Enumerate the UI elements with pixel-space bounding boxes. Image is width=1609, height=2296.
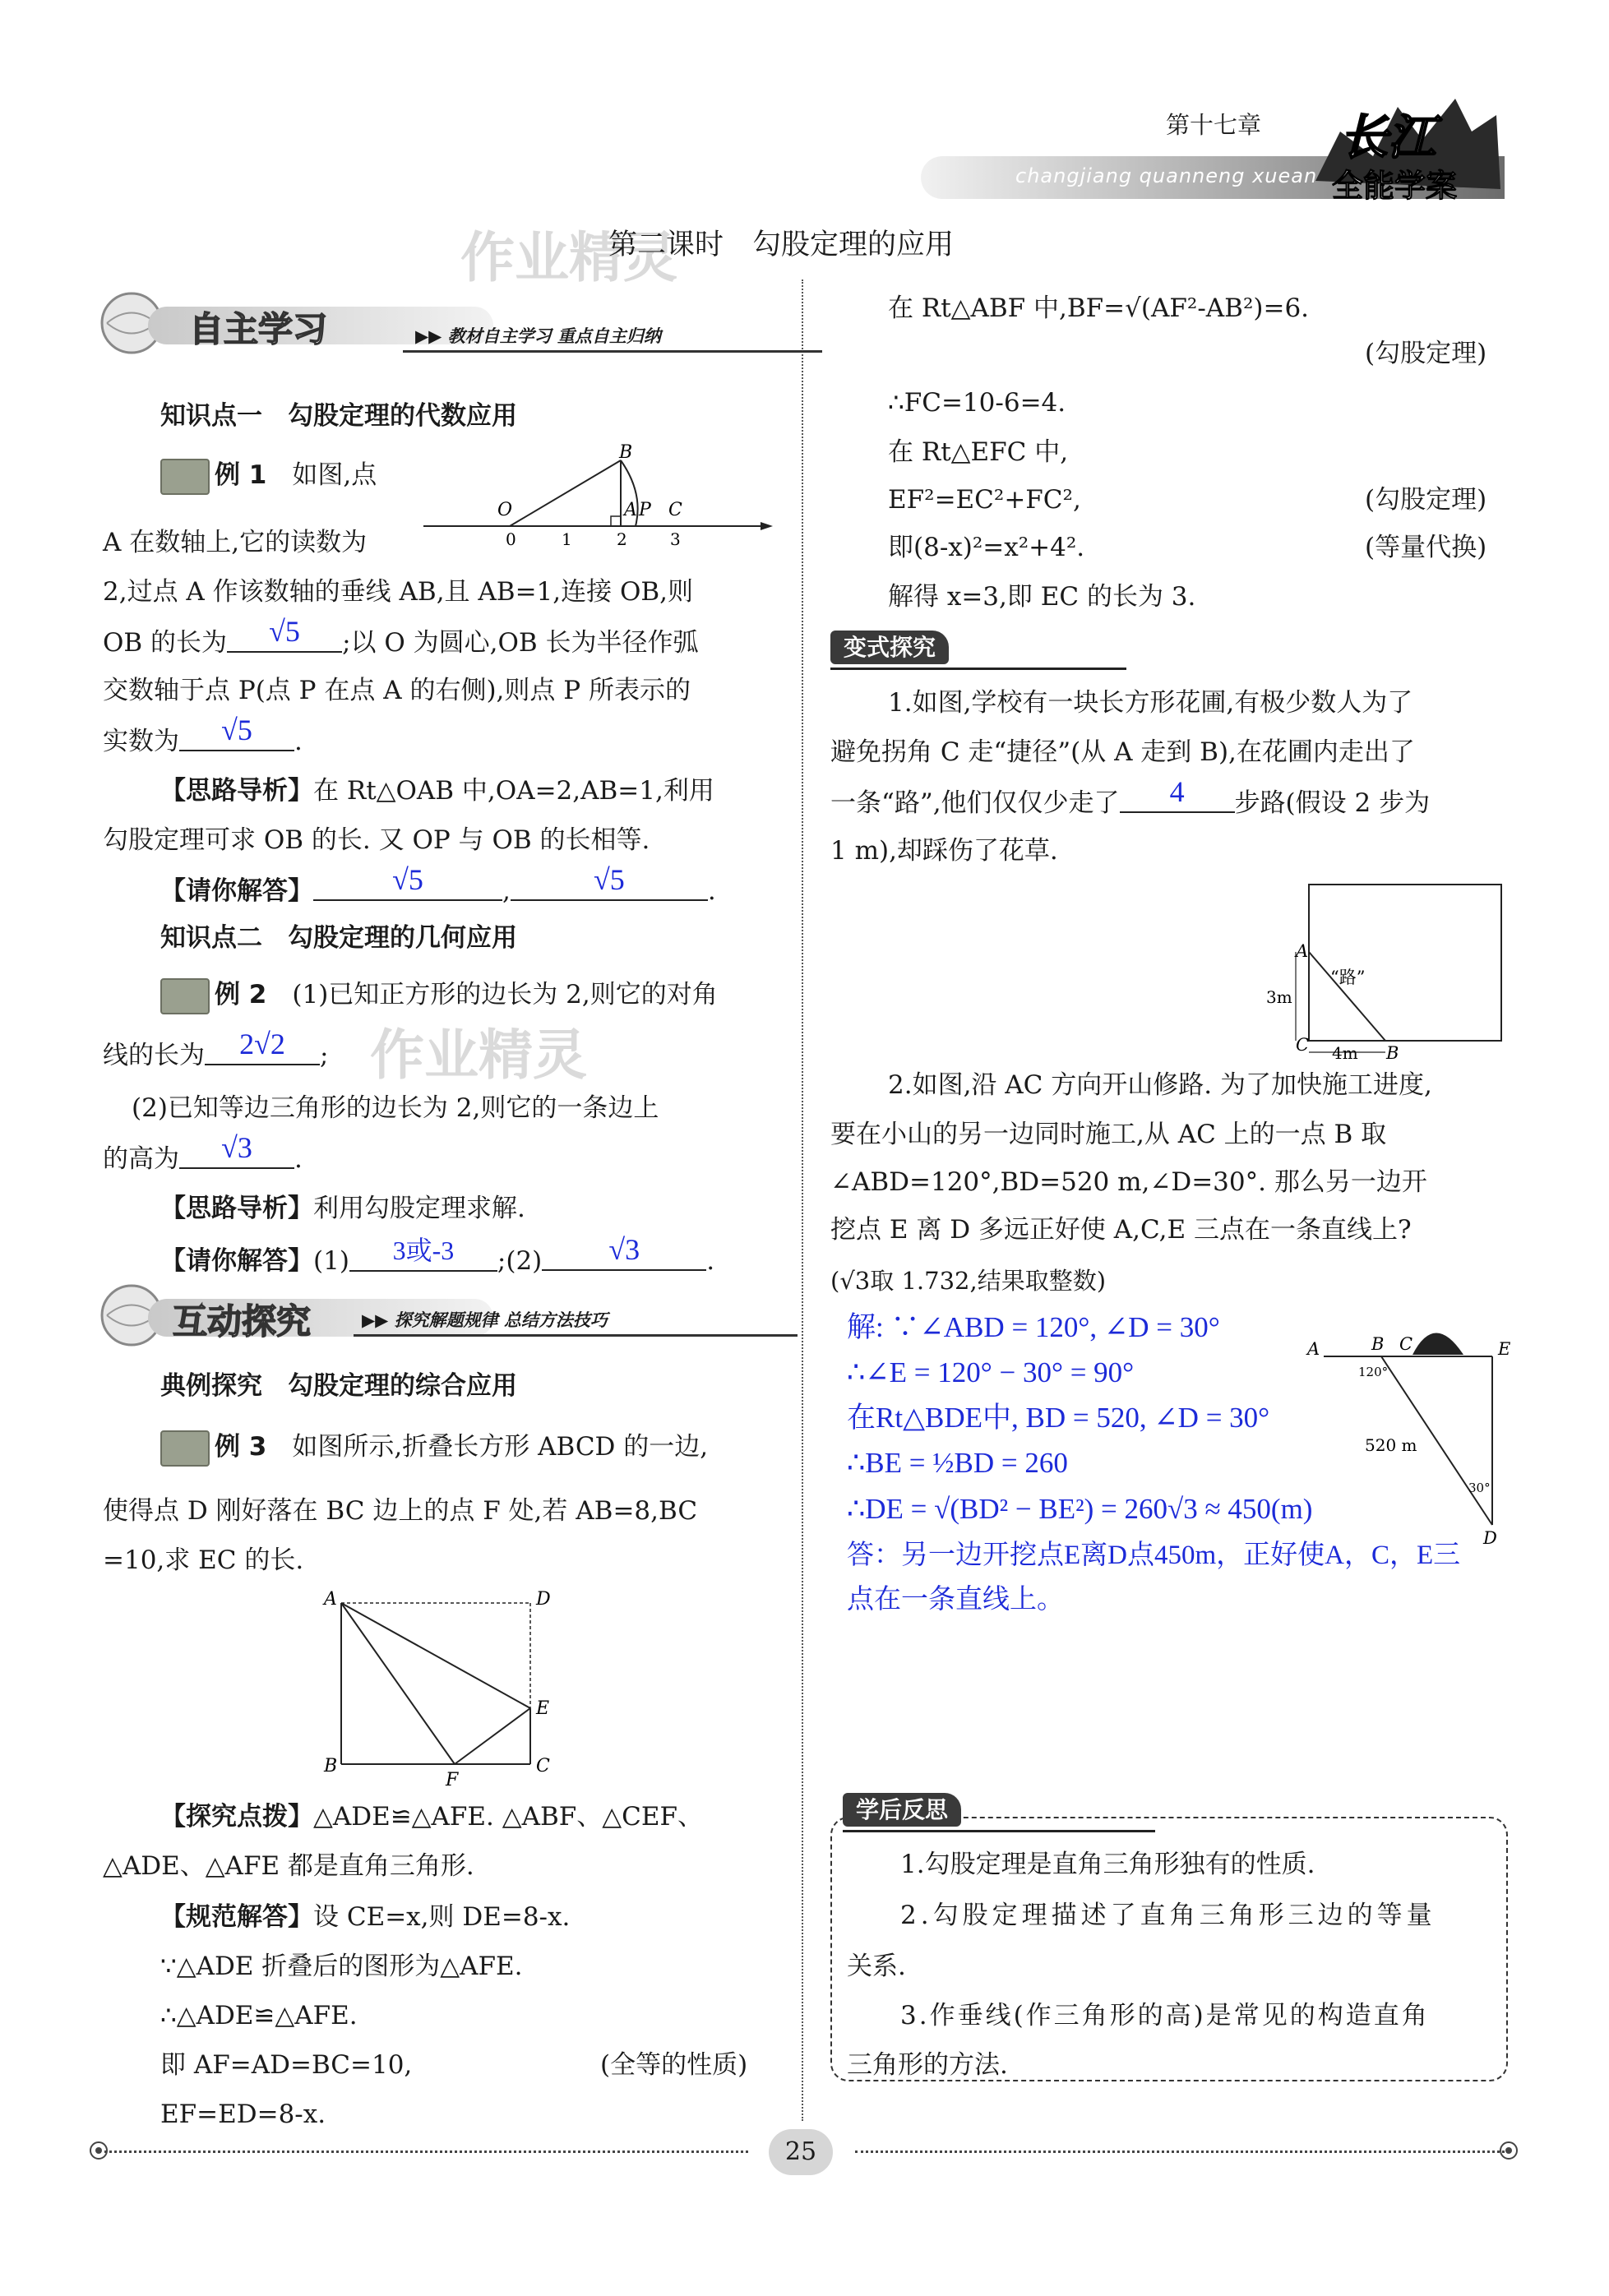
ex1-answer1-blank: [227, 617, 342, 653]
ex2-guide-label: 【思路导析】: [160, 1194, 313, 1223]
q1-line1: 1.如图,学校有一块长方形花圃,有极少数人为了: [888, 688, 1413, 718]
ex2-text2a: 线的长为: [103, 1041, 205, 1070]
ex2-end: .: [706, 1246, 715, 1276]
fold-ae: [341, 1603, 530, 1708]
ex3-line3: =10,求 EC 的长.: [103, 1545, 304, 1575]
ex1-sep: ,: [502, 876, 511, 906]
q2-line3: ∠ABD=120°,BD=520 m,∠D=30°. 那么另一边开: [830, 1167, 1427, 1197]
q1-answer-blank: [1120, 777, 1235, 813]
footer-line-left: [99, 2150, 748, 2153]
ex1-text4a: OB 的长为: [103, 628, 228, 658]
garden-a: A: [1296, 941, 1309, 961]
ex2-answer2-blank: [179, 1133, 294, 1169]
series-logo: [1307, 82, 1505, 206]
fig-a: A: [324, 1589, 337, 1610]
r-line1: 在 Rt△ABF 中,BF=√(AF²-AB²)=6.: [888, 293, 1310, 323]
label-p: P: [639, 500, 651, 520]
ex2-guide-text: 利用勾股定理求解.: [313, 1194, 525, 1223]
chapter-label: 第十七章: [1166, 111, 1262, 139]
section-zizhu: [90, 286, 748, 360]
ex2-line2: [103, 1029, 328, 1080]
garden-4m: 4m: [1332, 1043, 1358, 1063]
watermark-title: 作业精灵: [460, 226, 677, 289]
fold-fe: [455, 1708, 530, 1764]
ex1-answer-line: [160, 865, 716, 916]
fig-f: F: [446, 1770, 459, 1790]
label-c: C: [668, 500, 682, 520]
ex3-sol-line4-reason: (全等的性质): [600, 2050, 748, 2080]
ex1-text1: 如图,点: [292, 460, 377, 490]
q1-line4: 1 m),却踩伤了花草.: [830, 836, 1058, 866]
hudong-sub: ▶▶ 探究解题规律 总结方法技巧: [362, 1310, 608, 1330]
column-divider: [802, 279, 803, 2121]
reflect-p2a: 2.勾股定理描述了直角三角形三边的等量: [900, 1901, 1436, 1930]
ex1-answer4: √5: [593, 863, 625, 896]
tick-1: 1: [562, 529, 572, 549]
garden-figure: [1266, 878, 1513, 1067]
hw-line1: 解: ∵∠ABD = 120°, ∠D = 30°: [847, 1311, 1220, 1343]
ex1-end: .: [707, 876, 716, 906]
ex2-line1: [160, 970, 718, 1019]
mount-b: B: [1371, 1334, 1385, 1354]
kp2-heading: 知识点二 勾股定理的几何应用: [160, 923, 517, 953]
ex1-answer2-blank: [179, 715, 294, 751]
q1-answer: 4: [1169, 775, 1185, 808]
ex1-answer4-blank: [511, 865, 708, 901]
label-b: B: [619, 442, 633, 463]
mount-d: D: [1483, 1528, 1497, 1548]
ex1-guide-line2: 勾股定理可求 OB 的长. 又 OP 与 OB 的长相等.: [103, 825, 650, 855]
r-line5: 即(8-x)²=x²+4².: [888, 533, 1085, 562]
q2-line5: (√3取 1.732,结果取整数): [830, 1267, 1107, 1295]
watermark-mid: 作业精灵: [370, 1023, 587, 1087]
q2-line1: 2.如图,沿 AC 方向开山修路. 为了加快施工进度,: [888, 1070, 1432, 1100]
ex1-text6b: .: [294, 727, 303, 756]
hw-line6: 答：另一边开挖点E离D点450m，正好使A，C，E三: [847, 1541, 1461, 1570]
q2-line4: 挖点 E 离 D 多远正好使 A,C,E 三点在一条直线上?: [830, 1215, 1412, 1245]
ex3-sol-text1: 设 CE=x,则 DE=8-x.: [313, 1902, 571, 1932]
q1-text3a: 一条“路”,他们仅仅少走了: [830, 788, 1120, 818]
ex2-guide-line: [160, 1184, 525, 1233]
ex2-answer3-blank: [349, 1236, 497, 1272]
ex1-line3: 2,过点 A 作该数轴的垂线 AB,且 AB=1,连接 OB,则: [103, 577, 694, 607]
ex1-guide-text1: 在 Rt△OAB 中,OA=2,AB=1,利用: [313, 776, 714, 806]
ex1-text6a: 实数为: [103, 727, 179, 756]
page-number: 25: [784, 2137, 817, 2166]
q1-line3: [830, 777, 1430, 828]
q2-line2: 要在小山的另一边同时施工,从 AC 上的一点 B 取: [830, 1120, 1387, 1149]
q1-line2: 避免拐角 C 走“捷径”(从 A 走到 B),在花圃内走出了: [830, 737, 1415, 767]
hudong-rule: [354, 1334, 798, 1337]
ex1-line5: 交数轴于点 P(点 P 在点 A 的右侧),则点 P 所表示的: [103, 676, 691, 705]
garden-b: B: [1386, 1043, 1399, 1063]
mount-c: C: [1399, 1334, 1413, 1354]
hw-line2: ∴∠E = 120° − 30° = 90°: [847, 1356, 1135, 1388]
ex2-p1: (1): [313, 1246, 349, 1276]
ex2-line4: [103, 1133, 303, 1184]
ex1-line2: A 在数轴上,它的读数为: [103, 528, 368, 557]
numberline-figure: [423, 442, 777, 549]
r-line3: 在 Rt△EFC 中,: [888, 437, 1069, 467]
ex3-sol-line2: ∵△ADE 折叠后的图形为△AFE.: [160, 1952, 523, 1981]
fig-d: D: [536, 1589, 551, 1610]
page-number-badge: [769, 2129, 833, 2175]
ex2-text2b: ;: [320, 1041, 329, 1070]
logo-bottom-text: 全能学案: [1332, 168, 1458, 204]
road-line: [1309, 952, 1385, 1041]
logo-top-text: 长江: [1340, 109, 1436, 165]
footer-ornament-left-icon: [82, 2134, 115, 2167]
ex2-answer2: √3: [221, 1131, 252, 1164]
hudong-title: 互动探究: [173, 1301, 312, 1342]
pinyin-text: changjiang quanneng xuean: [1015, 164, 1318, 187]
garden-rect: [1309, 885, 1501, 1041]
ex1-answer3-blank: [313, 865, 502, 901]
garden-3m: 3m: [1266, 987, 1292, 1007]
garden-road: “路”: [1330, 968, 1366, 987]
r-line6: 解得 x=3,即 EC 的长为 3.: [888, 582, 1196, 612]
reflect-p1: 1.勾股定理是直角三角形独有的性质.: [900, 1850, 1315, 1879]
ex2-text4b: .: [294, 1144, 303, 1174]
mountain-shape: [1412, 1333, 1463, 1356]
reflect-p3a: 3.作垂线(作三角形的高)是常见的构造直角: [900, 2001, 1430, 2030]
ex1-label: 例 1: [215, 460, 267, 490]
ex1-line1: [160, 450, 377, 500]
ex2-answer4: √3: [608, 1233, 640, 1266]
example-icon: [160, 978, 210, 1014]
hw-line3: 在Rt△BDE中, BD = 520, ∠D = 30°: [847, 1402, 1270, 1434]
ex3-tip-line2: △ADE、△AFE 都是直角三角形.: [103, 1851, 474, 1881]
fold-af: [341, 1603, 455, 1764]
typical-heading: 典例探究 勾股定理的综合应用: [160, 1371, 517, 1401]
segment-ob: [510, 460, 621, 526]
ex3-sol-line3: ∴△ADE≌△AFE.: [160, 2001, 358, 2030]
r-line4-reason: (勾股定理): [1365, 485, 1487, 515]
mount-520m: 520 m: [1365, 1435, 1417, 1455]
reflect-tag-wrap: [843, 1792, 1155, 1832]
variant-tag: 变式探究: [830, 631, 949, 664]
ex3-label: 例 3: [215, 1432, 267, 1462]
ex2-p2: ;(2): [497, 1246, 543, 1276]
hw-line5: ∴DE = √(BD² − BE²) = 260√3 ≈ 450(m): [847, 1493, 1313, 1525]
ex1-guide-label: 【思路导析】: [160, 776, 313, 806]
reflect-tag: 学后反思: [843, 1793, 961, 1827]
ex2-answer1-blank: [205, 1029, 320, 1065]
hw-line4: ∴BE = ½BD = 260: [847, 1447, 1068, 1479]
ex3-tip-text1: △ADE≌△AFE. △ABF、△CEF、: [313, 1802, 703, 1832]
tick-3: 3: [670, 529, 681, 549]
label-a: A: [624, 500, 637, 520]
ex2-answer4-blank: [542, 1235, 706, 1271]
example-icon: [160, 459, 210, 495]
fig-c: C: [536, 1756, 550, 1776]
ex1-line6: [103, 715, 303, 766]
lesson-title: 第二课时 勾股定理的应用: [608, 229, 955, 261]
reflect-p3b: 三角形的方法.: [847, 2050, 1008, 2080]
mount-angle-120: 120°: [1358, 1365, 1389, 1379]
ex2-text1: (1)已知正方形的边长为 2,则它的对角: [292, 980, 718, 1009]
ex2-answer1: 2√2: [239, 1028, 285, 1060]
ex1-answer3: √5: [392, 863, 423, 896]
r-line2: ∴FC=10-6=4.: [888, 388, 1066, 418]
ex3-line1: [160, 1422, 708, 1471]
mountain-figure: [1307, 1307, 1521, 1548]
ex1-answer1: √5: [269, 615, 300, 648]
ex3-sol-line5: EF=ED=8-x.: [160, 2100, 326, 2129]
ex3-line2: 使得点 D 刚好落在 BC 边上的点 F 处,若 AB=8,BC: [103, 1496, 698, 1526]
ex2-text4a: 的高为: [103, 1144, 179, 1174]
variant-tag-wrap: [830, 630, 1126, 670]
footer-line-right: [855, 2150, 1505, 2153]
ex3-tip-line1: [160, 1792, 703, 1841]
ex3-tip-label: 【探究点拨】: [160, 1802, 313, 1832]
label-o: O: [497, 500, 513, 520]
ex1-line4: [103, 617, 699, 668]
example-icon: [160, 1430, 210, 1467]
ex1-text4b: ;以 O 为圆心,OB 长为半径作弧: [342, 628, 699, 658]
ex3-sol-line1: [160, 1892, 570, 1942]
zizhu-sub: ▶▶ 教材自主学习 重点自主归纳: [415, 326, 661, 346]
ex2-answer3: 3或-3: [392, 1236, 455, 1265]
ex3-text1: 如图所示,折叠长方形 ABCD 的一边,: [292, 1432, 709, 1462]
axis-arrow: [761, 522, 773, 530]
q1-text3b: 步路(假设 2 步为: [1234, 788, 1431, 818]
mount-angle-30: 30°: [1468, 1481, 1491, 1495]
ex3-sol-line4: 即 AF=AD=BC=10,: [160, 2050, 413, 2080]
kp1-heading: 知识点一 勾股定理的代数应用: [160, 401, 517, 431]
r-line4: EF²=EC²+FC²,: [888, 485, 1081, 515]
garden-c: C: [1296, 1035, 1310, 1055]
reflect-p2b: 关系.: [847, 1952, 906, 1981]
tick-2: 2: [617, 529, 627, 549]
right-angle-mark: [611, 516, 621, 526]
ex3-sol-label: 【规范解答】: [160, 1902, 313, 1932]
tick-0: 0: [506, 529, 516, 549]
fig-b: B: [324, 1756, 338, 1776]
ex2-label: 例 2: [215, 980, 267, 1009]
mount-a: A: [1307, 1339, 1320, 1359]
ex2-answer-label: 【请你解答】: [160, 1246, 313, 1276]
ex2-line3: (2)已知等边三角形的边长为 2,则它的一条边上: [132, 1093, 659, 1123]
ex1-guide-line1: [160, 766, 714, 815]
mount-e: E: [1498, 1339, 1511, 1359]
r-line5-reason: (等量代换): [1365, 533, 1487, 562]
fig-e: E: [536, 1698, 550, 1719]
ex1-answer-label: 【请你解答】: [160, 876, 313, 906]
zizhu-rule: [403, 350, 822, 353]
section-hudong: [90, 1278, 748, 1352]
ex1-answer2: √5: [221, 714, 252, 746]
fold-figure: [321, 1587, 584, 1800]
zizhu-title: 自主学习: [189, 309, 328, 349]
hw-line7: 点在一条直线上。: [847, 1585, 1064, 1615]
r-line1-reason: (勾股定理): [1365, 339, 1487, 368]
footer-ornament-right-icon: [1492, 2134, 1525, 2167]
